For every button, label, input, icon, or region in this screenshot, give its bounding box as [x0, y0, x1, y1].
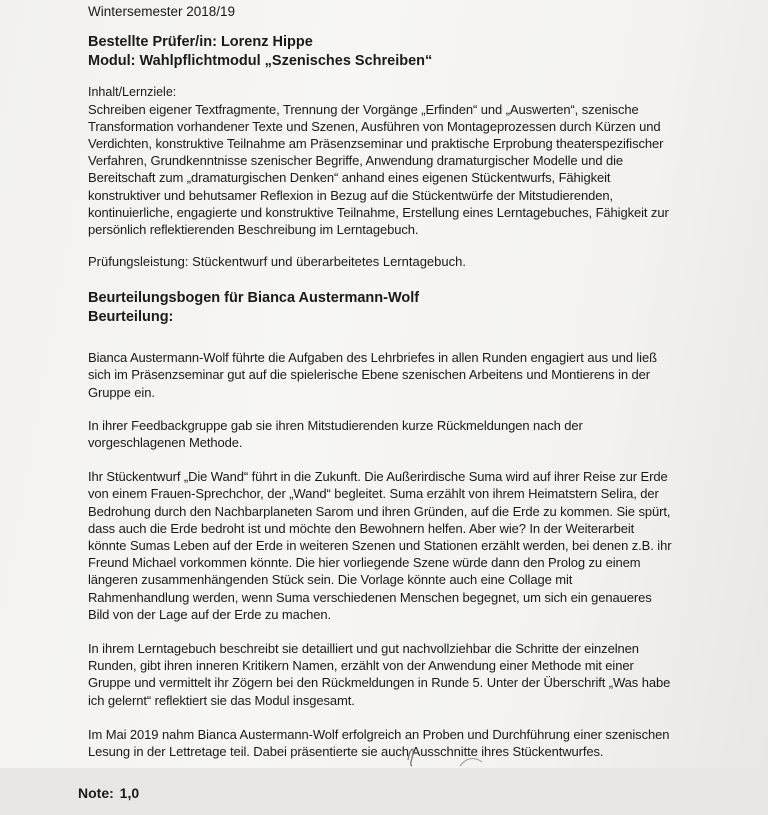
assessment-paragraph: Ihr Stückentwurf „Die Wand“ führt in die Zukunft. Die Außerirdische Suma wird auf ihrer Reise zur Erde von einem Frauen-Sprechchor, der „Wand“ begleitet. Suma erzählt von ihrem Heimatstern Selira, der Bedrohung durch den Nachbarplaneten Sarom und ihren Gründen, auf die Erde zu kommen. Sie spürt, dass auch die Erde bedroht ist und möchte den Bewohnern helfen. Aber wie? In der Weiterarbeit könnte Sumas Leben auf der Erde in weiteren Szenen und Stationen erzählt werden, bei denen z.B. ihr Freund Michael vorkommen könnte. Die hier vorliegende Szene würde dann den Prolog zu einem längeren zusammenhängenden Stück sein. Die Vorlage könnte auch eine Collage mit Rahmenhandlung werden, wenn Suma verschiedenen Menschen begegnet, um sich ein genaueres Bild von der Lage auf der Erde zu machen. — [88, 469, 672, 622]
assessment-heading — [76, 289, 676, 327]
assessment-paragraph: Bianca Austermann-Wolf führte die Aufgaben des Lehrbriefes in allen Runden engagiert aus und ließ sich im Präsenzseminar gut auf die spielerische Ebene szenischen Arbeitens und Montierens in der Gruppe ein. — [88, 350, 657, 400]
grade-label: Note: — [78, 785, 114, 802]
assessment-title: Beurteilungsbogen für Bianca Austermann-Wolf — [88, 290, 420, 307]
goals-label: Inhalt/Lernziele: — [88, 85, 177, 99]
goals-text: Schreiben eigener Textfragmente, Trennung der Vorgänge „Erfinden“ und „Auswerten“, szenische Transformation vorhandener Texte und Szenen, Ausführen von Montageprozessen durch Kürzen und Verdichten, konstruktive Teilnahme am Präsenzseminar und praktische Erprobung theaterspezifischer Verfahren, Grundkenntnisse szenischer Begriffe, Anwendung dramaturgischer Modelle und die Bereitschaft zum „dramaturgischen Denken“ anhand eines eigenen Stückentwurfs, Fähigkeit konstruktiver und behutsamer Reflexion in Bezug auf die Stückentwürfe der Mitstudierenden, kontinuierliche, engagierte und konstruktive Teilnahme, Erstellung eines Lerntagebuches, Fähigkeit zur persönlich reflektierenden Beschreibung im Lerntagebuch. — [88, 101, 669, 237]
assessment-subtitle: Beurteilung: — [88, 309, 174, 326]
module-line: Modul: Wahlpflichtmodul „Szenisches Schreiben“ — [88, 53, 433, 69]
assessment-paragraph: In ihrem Lerntagebuch beschreibt sie detailliert und gut nachvollziehbar die Schritte der einzelnen Runden, gibt ihren inneren Kritikern Namen, erzählt von der Anwendung einer Methode mit einer Gruppe und vermittelt ihr Zögern bei den Rückmeldungen in Runde 5. Unter der Überschrift „Was habe ich gelernt“ reflektiert sie das Modul insgesamt. — [88, 640, 671, 708]
grade-line — [76, 785, 676, 801]
assessment-paragraph: Im Mai 2019 nahm Bianca Austermann-Wolf erfolgreich an Proben und Durchführung einer szenischen Lesung in der Lettretage teil. Dabei präsentierte sie auch Ausschnitte ihres Stückentwurfes. — [88, 726, 670, 759]
signature-mark — [400, 738, 520, 768]
document-content — [76, 4, 676, 815]
assessment-paragraph: In ihrer Feedbackgruppe gab sie ihren Mitstudierenden kurze Rückmeldungen nach der vorgeschlagenen Methode. — [88, 417, 583, 450]
grade-value: 1,0 — [119, 785, 140, 802]
semester-line: Wintersemester 2018/19 — [88, 4, 236, 19]
exam-line: Prüfungsleistung: Stückentwurf und überarbeitetes Lerntagebuch. — [88, 254, 466, 270]
examiner-line: Bestellte Prüfer/in: Lorenz Hippe — [88, 34, 313, 50]
